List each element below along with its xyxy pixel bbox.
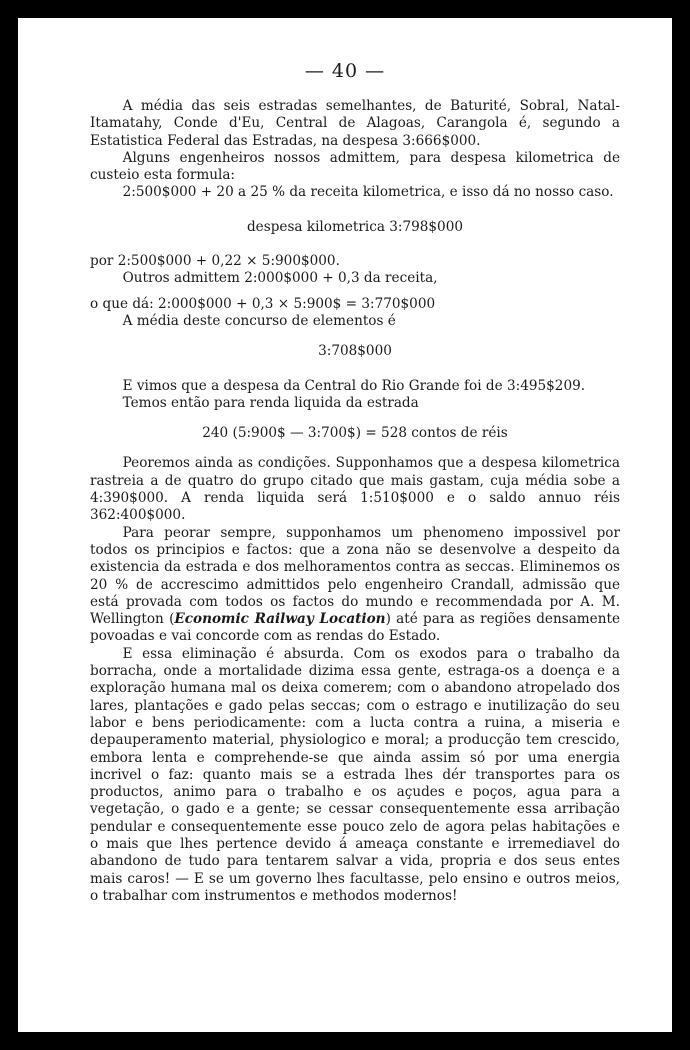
formula-line-media-concurso: A média deste concurso de elementos é (122, 312, 396, 329)
formula-despesa-kilometrica: despesa kilometrica 3:798$000 (246, 218, 464, 235)
paragraph-para-peorar-text-a: Para peorar sempre, supponhamos um phenomeno impossivel por todos os principios e factos: que a zona não se desenvolve a despeito da existencia da estrada e dos melhoramentos contra as seccas. Eliminemos os 20 % de accrescimo admittidos pelo engenheiro Crandall, admissão que está provada com todos os factos do mundo e recommendada por A. M. Wellington ( (90, 524, 620, 628)
formula-line-outros: Outros admittem 2:000$000 + 0,3 da receita, (122, 270, 438, 287)
paragraph-para-peorar-text-b: ) até para as regiões densamente povoadas e vai concorde com as rendas do Estado. (90, 611, 620, 645)
paragraph-central-rio-grande: E vimos que a despesa da Central do Rio Grande foi de 3:495$209. (122, 377, 586, 394)
paragraph-engineers-formula: Alguns engenheiros nossos admittem, para despesa kilometrica de custeio esta formula: (90, 149, 620, 184)
document-page (18, 18, 672, 1032)
paragraph-eliminacao-absurda: E essa eliminação é absurda. Com os exodos para o trabalho da borracha, onde a mortalidade dizima essa gente, estraga-os a doença e a exploração humana mal os deixa comerem; com o abandono atropelado dos lares, plantações e gado pelas seccas; com o estrago e inutilização do seu labor e bens periodicamente: com a lucta contra a ruina, a miseria e depauperamento material, physiologico e moral; a producção tem crescido, embora lenta e comprehende-se que ainda assim só por uma energia incrivel o faz: quanto mais se a estrada lhes dér transportes para os productos, animo para o trabalho e os açudes e poços, agua para a vegetação, o gado e a gente; se cessar consequentemente essa arribação pendular e consequentemente esse pouco zelo de agora pelas habitações e o mais que lhes pertence devido á ameaça constante e irremediavel do abandono de tudo para tentarem salvar a vida, propria e dos seus entes mais caros! — E se um governo lhes facultasse, pelo ensino e outros meios, o trabalhar com instrumentos e methodos modernos! (90, 645, 620, 904)
page-number: — 40 — (304, 60, 386, 82)
formula-renda-liquida: 240 (5:900$ — 3:700$) = 528 contos de réis (202, 425, 508, 442)
paragraph-para-peorar (90, 525, 620, 646)
paragraph-average-six-railways: A média das seis estradas semelhantes, de Baturité, Sobral, Natal-Itamatahy, Conde d'Eu, Central de Alagoas, Carangola é, segundo a Estatistica Federal das Estradas, na despesa 3:666$000. (90, 98, 620, 149)
formula-line-o-que-da: o que dá: 2:000$000 + 0,3 × 5:900$ = 3:770$000 (90, 295, 436, 312)
book-title-economic-railway-location: Economic Railway Location (174, 611, 386, 628)
body-text (90, 98, 620, 905)
formula-line-por: por 2:500$000 + 0,22 × 5:900$000. (90, 253, 340, 270)
formula-average-result: 3:708$000 (318, 343, 392, 360)
paragraph-renda-liquida: Temos então para renda liquida da estrada (122, 394, 419, 411)
paragraph-peoremos: Peoremos ainda as condições. Supponhamos que a despesa kilometrica rastreia a de quatro do grupo citado que mais gastam, cuja média sobe a 4:390$000. A renda liquida será 1:510$000 e o saldo annuo réis 362:400$000. (90, 455, 620, 524)
paragraph-formula-result: 2:500$000 + 20 a 25 % da receita kilometrica, e isso dá no nosso caso. (122, 184, 614, 201)
